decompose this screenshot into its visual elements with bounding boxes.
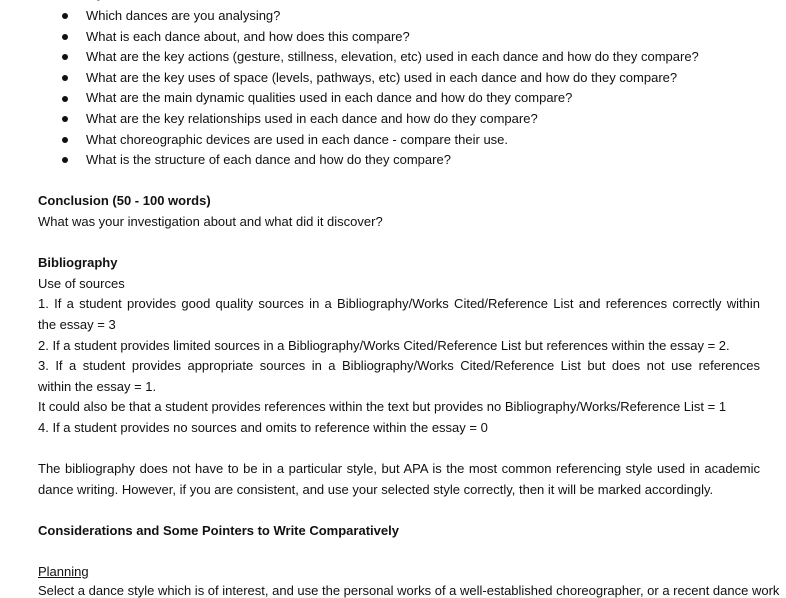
document-page bbox=[38, 0, 780, 598]
criteria-note: It could also be that a student provides references within the text but provides no Bibliography/Works/Reference List = 1 bbox=[38, 399, 727, 415]
criteria-item-3-line-2: within the essay = 1. bbox=[38, 378, 157, 394]
bibliography-heading: Bibliography bbox=[38, 255, 118, 271]
cut-off-heading-text bbox=[38, 0, 104, 1]
bullet-icon bbox=[62, 157, 68, 163]
use-of-sources-label: Use of sources bbox=[38, 275, 125, 291]
criteria-item-2: 2. If a student provides limited sources in a Bibliography/Works Cited/Reference List but references within the essay = 2. bbox=[38, 337, 730, 353]
list-item: What are the key relationships used in each dance and how do they compare? bbox=[38, 109, 760, 130]
list-item: What is each dance about, and how does this compare? bbox=[38, 27, 760, 48]
style-paragraph-line-2: dance writing. However, if you are consistent, and use your selected style correctly, then it will be marked accordingly. bbox=[38, 481, 714, 497]
bullet-icon bbox=[62, 34, 68, 40]
cut-off-line-text: Select a dance style which is of interest, and use the personal works of a well-established choreographer, or a recent dance work bbox=[38, 582, 780, 598]
question-list bbox=[38, 6, 760, 171]
cut-off-line bbox=[38, 582, 780, 598]
list-item: What choreographic devices are used in each dance - compare their use. bbox=[38, 130, 760, 151]
criteria-item-1-line-1: 1. If a student provides good quality sources in a Bibliography/Works Cited/Reference List and references correctly within bbox=[38, 296, 760, 312]
criteria-item-1-line-2: the essay = 3 bbox=[38, 316, 116, 332]
planning-heading: Planning bbox=[38, 564, 89, 580]
list-item: What is the structure of each dance and how do they compare? bbox=[38, 150, 760, 171]
bullet-icon bbox=[62, 75, 68, 81]
conclusion-text: What was your investigation about and what did it discover? bbox=[38, 213, 383, 229]
list-item: What are the key actions (gesture, stillness, elevation, etc) used in each dance and how do they compare? bbox=[38, 47, 760, 68]
bullet-icon bbox=[62, 137, 68, 143]
bullet-icon bbox=[62, 96, 68, 102]
list-item: Which dances are you analysing? bbox=[38, 6, 760, 27]
list-item: What are the key uses of space (levels, pathways, etc) used in each dance and how do they compare? bbox=[38, 68, 760, 89]
criteria-item-3-line-1: 3. If a student provides appropriate sources in a Bibliography/Works Cited/Reference List but does not use references bbox=[38, 358, 760, 374]
criteria-item-4: 4. If a student provides no sources and omits to reference within the essay = 0 bbox=[38, 419, 488, 435]
bullet-icon bbox=[62, 54, 68, 60]
list-item: What are the main dynamic qualities used in each dance and how do they compare? bbox=[38, 88, 760, 109]
bullet-icon bbox=[62, 116, 68, 122]
conclusion-heading: Conclusion (50 - 100 words) bbox=[38, 193, 211, 209]
style-paragraph-line-1: The bibliography does not have to be in a particular style, but APA is the most common referencing style used in academic bbox=[38, 461, 760, 477]
bullet-icon bbox=[62, 13, 68, 19]
considerations-heading: Considerations and Some Pointers to Write Comparatively bbox=[38, 522, 399, 538]
